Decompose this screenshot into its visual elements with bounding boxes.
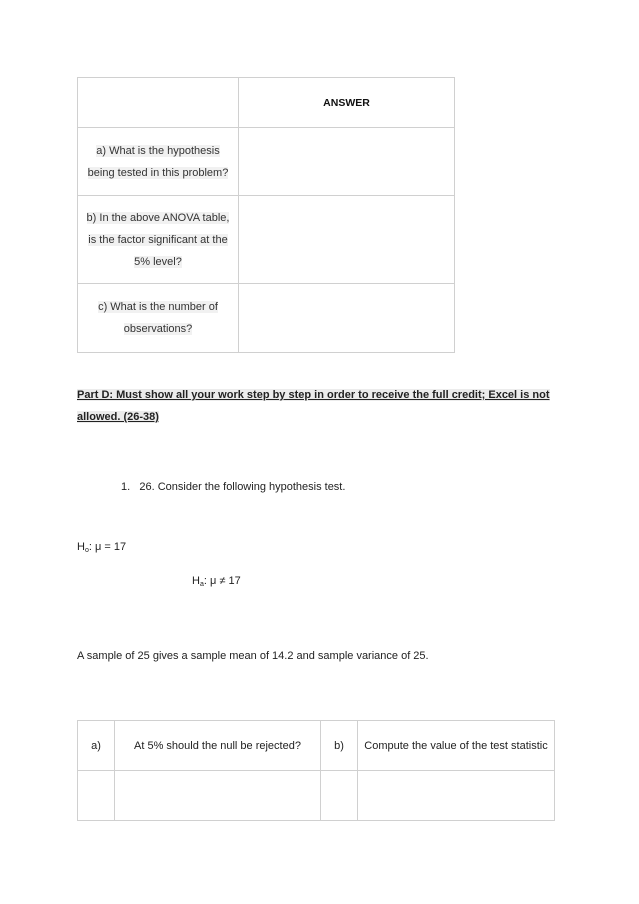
part-d-heading: Part D: Must show all your work step by step in order to receive the full credit; Excel is not allowed. (26-38) (77, 389, 550, 423)
question-table (77, 720, 555, 821)
question-text: c) What is the number of observations? (98, 301, 218, 335)
question-text: b) In the above ANOVA table, is the factor significant at the 5% level? (86, 211, 230, 268)
answer-cell[interactable] (321, 771, 358, 821)
answer-cell[interactable] (239, 128, 455, 196)
answer-cell[interactable] (78, 771, 115, 821)
question-item (121, 481, 345, 493)
answer-cell[interactable] (358, 771, 555, 821)
question-cell (78, 284, 239, 353)
alternative-hypothesis: $H_a$: μ ≠ 17 (192, 575, 241, 588)
table-header-empty (78, 78, 239, 128)
question-text: a) What is the hypothesis being tested in this problem? (87, 144, 229, 179)
null-hypothesis: $H_o$: μ = 17 (77, 541, 127, 554)
part-a-label: a) (78, 721, 115, 771)
answer-cell[interactable] (239, 284, 455, 353)
sample-description: A sample of 25 gives a sample mean of 14.2 and sample variance of 25. (77, 650, 429, 662)
answer-cell[interactable] (115, 771, 321, 821)
part-b-label: b) (321, 721, 358, 771)
answer-table (77, 77, 455, 353)
part-b-text: Compute the value of the test statistic (358, 721, 555, 771)
table-header-answer: ANSWER (239, 78, 455, 128)
question-cell (78, 128, 239, 196)
question-number: 1. (121, 481, 131, 493)
part-a-text: At 5% should the null be rejected? (115, 721, 321, 771)
answer-cell[interactable] (239, 196, 455, 284)
question-text: 26. Consider the following hypothesis test. (139, 481, 346, 493)
question-cell (78, 196, 239, 284)
